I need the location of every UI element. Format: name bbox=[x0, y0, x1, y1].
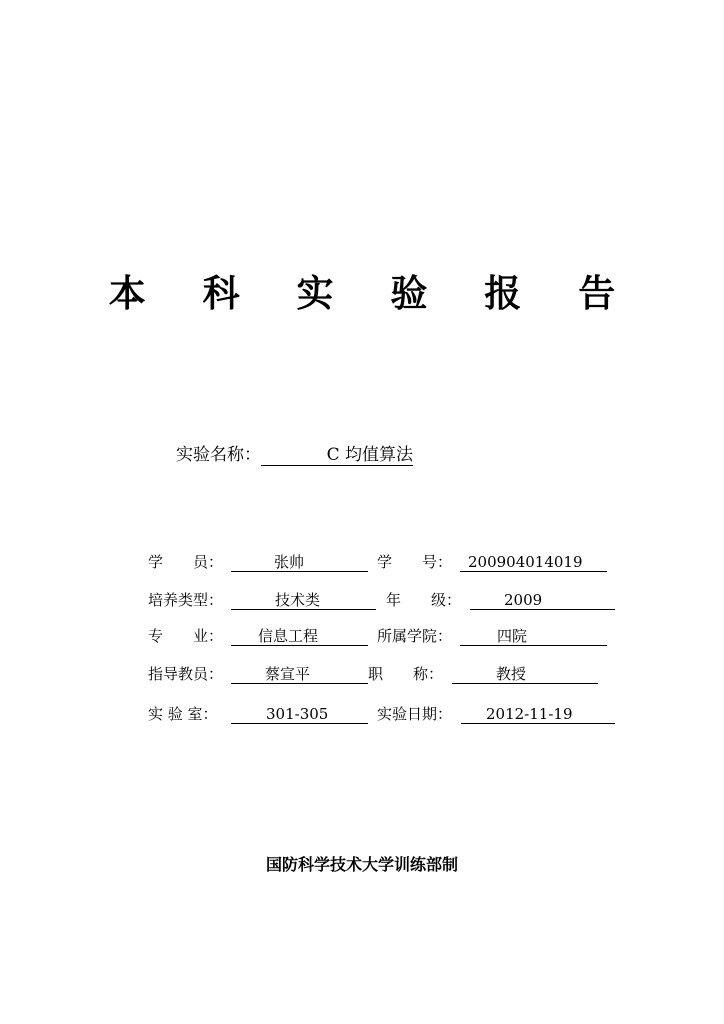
college-label: 所属学院： bbox=[377, 627, 453, 645]
title-rank-label: 职 称： bbox=[368, 665, 444, 683]
instructor-underline bbox=[231, 664, 368, 684]
date-field bbox=[377, 704, 615, 724]
major-value: 信息工程 bbox=[258, 627, 319, 645]
grade-field bbox=[386, 590, 615, 610]
major-underline bbox=[231, 626, 368, 646]
experiment-name-value: C 均值算法 bbox=[261, 445, 413, 466]
lab-field bbox=[148, 704, 368, 724]
college-underline bbox=[460, 626, 607, 646]
grade-label: 年 级： bbox=[386, 591, 462, 609]
title-rank-underline bbox=[452, 664, 598, 684]
training-type-underline bbox=[231, 590, 376, 610]
training-type-label: 培养类型： bbox=[148, 591, 224, 609]
college-value: 四院 bbox=[497, 627, 528, 645]
title-rank-field bbox=[368, 664, 598, 684]
date-label: 实验日期： bbox=[377, 705, 453, 723]
training-type-field bbox=[148, 590, 376, 610]
college-field bbox=[377, 626, 607, 646]
student-value: 张帅 bbox=[274, 553, 305, 571]
student-label: 学 员： bbox=[148, 553, 224, 571]
major-field bbox=[148, 626, 368, 646]
student-id-value: 200904014019 bbox=[468, 553, 583, 571]
lab-underline bbox=[231, 704, 368, 724]
student-underline bbox=[231, 552, 368, 572]
student-id-underline bbox=[460, 552, 607, 572]
instructor-label: 指导教员： bbox=[148, 665, 224, 683]
instructor-field bbox=[148, 664, 368, 684]
student-id-label: 学 号： bbox=[377, 553, 453, 571]
date-underline bbox=[461, 704, 615, 724]
report-title: 本 科 实 验 报 告 bbox=[108, 272, 638, 315]
experiment-name-label: 实验名称： bbox=[176, 445, 261, 465]
grade-underline bbox=[470, 590, 615, 610]
date-value: 2012-11-19 bbox=[486, 705, 573, 723]
title-rank-value: 教授 bbox=[496, 665, 527, 683]
lab-label: 实 验 室： bbox=[148, 705, 218, 723]
issuer-footer: 国防科学技术大学训练部制 bbox=[265, 855, 458, 874]
instructor-value: 蔡宣平 bbox=[265, 665, 311, 683]
experiment-name-row bbox=[176, 443, 413, 467]
student-field bbox=[148, 552, 368, 572]
lab-value: 301-305 bbox=[266, 705, 329, 723]
student-id-field bbox=[377, 552, 607, 572]
grade-value: 2009 bbox=[504, 591, 543, 609]
training-type-value: 技术类 bbox=[275, 591, 321, 609]
major-label: 专 业： bbox=[148, 627, 224, 645]
